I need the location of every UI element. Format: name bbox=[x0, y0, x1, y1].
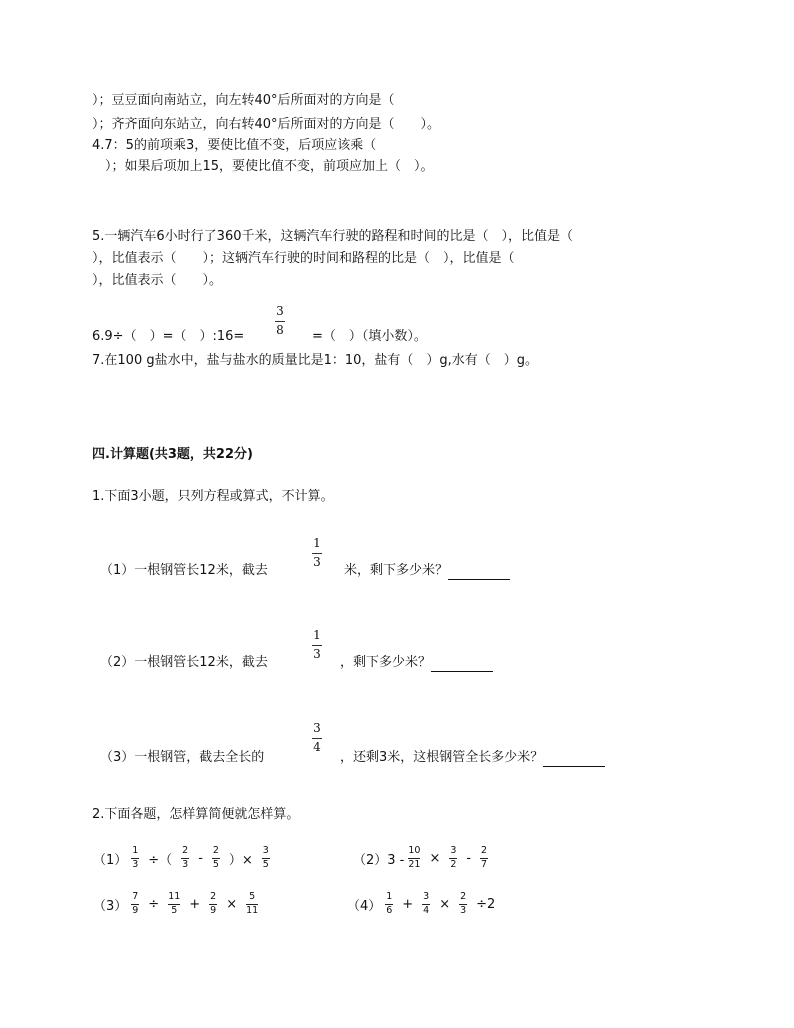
q6-right: =（ ）（填小数）。 bbox=[312, 329, 427, 344]
fraction-denominator: 5 bbox=[171, 905, 178, 916]
q2-item-4 bbox=[346, 892, 501, 916]
fraction bbox=[131, 892, 139, 916]
q5-line-3: ），比值表示（ ）。 bbox=[92, 273, 223, 288]
operator: ÷（ bbox=[148, 852, 173, 868]
q1-item-2-fraction bbox=[312, 629, 322, 661]
q2-intro: 2.下面各题，怎样算简便就怎样算。 bbox=[92, 807, 300, 822]
fraction bbox=[212, 846, 220, 870]
q3-direction-line-1: ）；豆豆面向南站立，向左转40°后所面对的方向是（ bbox=[92, 93, 395, 108]
fraction-numerator: 7 bbox=[132, 891, 139, 902]
fraction-numerator: 3 bbox=[423, 891, 430, 902]
q1-item-1-tail bbox=[344, 562, 510, 580]
fraction-numerator: 3 bbox=[276, 304, 284, 318]
q2-item-1-label: （1） bbox=[93, 852, 128, 868]
operator: + bbox=[189, 896, 201, 912]
fraction bbox=[168, 892, 180, 916]
fraction-numerator: 2 bbox=[481, 845, 488, 856]
q2-item-3-label: （3） bbox=[93, 898, 128, 914]
q4-line-1: 4.7：5的前项乘3，要使比值不变，后项应该乘（ bbox=[92, 138, 377, 153]
q1-item-3-label: （3）一根钢管，截去全长的 bbox=[100, 750, 265, 765]
fraction bbox=[385, 892, 393, 916]
fraction-numerator: 5 bbox=[249, 891, 256, 902]
operator: × bbox=[439, 896, 451, 912]
fraction-numerator: 2 bbox=[182, 845, 189, 856]
q2-item-2 bbox=[352, 846, 491, 870]
fraction-numerator: 1 bbox=[386, 891, 393, 902]
section4-heading: 四.计算题(共3题，共22分) bbox=[92, 447, 253, 462]
fraction-denominator: 3 bbox=[132, 859, 139, 870]
fraction-denominator: 4 bbox=[313, 740, 321, 754]
fraction-numerator: 2 bbox=[460, 891, 467, 902]
fraction bbox=[246, 892, 258, 916]
answer-blank[interactable] bbox=[431, 658, 493, 672]
q1-item-3-tail bbox=[340, 749, 605, 767]
q1-item-1-tail-text: 米，剩下多少米？ bbox=[344, 563, 449, 578]
q1-item-1-fraction bbox=[312, 537, 322, 569]
fraction bbox=[408, 846, 420, 870]
fraction-numerator: 10 bbox=[408, 845, 421, 856]
fraction-bar bbox=[275, 321, 285, 322]
fraction-denominator: 9 bbox=[210, 905, 217, 916]
fraction-denominator: 2 bbox=[450, 859, 457, 870]
q2-item-3 bbox=[92, 892, 261, 916]
fraction-numerator: 3 bbox=[313, 721, 321, 735]
fraction-denominator: 6 bbox=[386, 905, 393, 916]
fraction-numerator: 2 bbox=[212, 845, 219, 856]
operator: ÷ bbox=[148, 896, 160, 912]
fraction-numerator: 1 bbox=[132, 845, 139, 856]
fraction bbox=[209, 892, 217, 916]
q7-line: 7.在100 g盐水中，盐与盐水的质量比是1：10，盐有（ ）g,水有（ ）g。 bbox=[92, 353, 539, 368]
q1-intro: 1.下面3小题，只列方程或算式，不计算。 bbox=[92, 489, 334, 504]
operator: ）× bbox=[228, 852, 253, 868]
fraction-bar bbox=[312, 645, 322, 646]
fraction-bar bbox=[312, 553, 322, 554]
fraction-denominator: 9 bbox=[132, 905, 139, 916]
fraction-denominator: 7 bbox=[481, 859, 488, 870]
fraction-numerator: 11 bbox=[168, 891, 181, 902]
q3-direction-line-2: ）；齐齐面向东站立，向右转40°后所面对的方向是（ ）。 bbox=[92, 117, 441, 132]
fraction bbox=[181, 846, 189, 870]
operator: ÷2 bbox=[476, 896, 496, 912]
q5-line-2: ），比值表示（ ）；这辆汽车行驶的时间和路程的比是（ ），比值是（ bbox=[92, 251, 515, 266]
answer-blank[interactable] bbox=[543, 753, 605, 767]
fraction-numerator: 3 bbox=[450, 845, 457, 856]
q1-item-2-label: （2）一根钢管长12米，截去 bbox=[100, 655, 268, 670]
q1-item-1-label: （1）一根钢管长12米，截去 bbox=[100, 563, 268, 578]
fraction bbox=[422, 892, 430, 916]
q1-item-2-tail bbox=[340, 654, 493, 672]
fraction bbox=[480, 846, 488, 870]
fraction-numerator: 1 bbox=[313, 536, 321, 550]
fraction-denominator: 5 bbox=[212, 859, 219, 870]
q1-item-3-fraction bbox=[312, 722, 322, 754]
q4-line-2: ）；如果后项加上15，要使比值不变，前项应加上（ ）。 bbox=[92, 159, 434, 174]
operator: × bbox=[226, 896, 238, 912]
q2-item-1 bbox=[92, 846, 273, 870]
answer-blank[interactable] bbox=[448, 566, 510, 580]
q2-item-4-label: （4） bbox=[347, 898, 382, 914]
fraction-denominator: 3 bbox=[460, 905, 467, 916]
operator: × bbox=[429, 850, 441, 866]
fraction-bar bbox=[312, 738, 322, 739]
fraction-denominator: 3 bbox=[182, 859, 189, 870]
operator: - bbox=[198, 850, 203, 866]
operator: + bbox=[402, 896, 414, 912]
q2-item-2-label: （2）3 - bbox=[353, 852, 405, 868]
q5-line-1: 5.一辆汽车6小时行了360千米，这辆汽车行驶的路程和时间的比是（ ），比值是（ bbox=[92, 229, 573, 244]
q6-left: 6.9÷（ ）=（ ）:16= bbox=[92, 329, 245, 344]
operator: - bbox=[466, 850, 472, 866]
fraction-denominator: 3 bbox=[313, 647, 321, 661]
fraction bbox=[131, 846, 139, 870]
fraction bbox=[459, 892, 467, 916]
fraction-numerator: 3 bbox=[262, 845, 269, 856]
q1-item-3-tail-text: ，还剩3米，这根钢管全长多少米？ bbox=[340, 750, 544, 765]
fraction-numerator: 1 bbox=[313, 628, 321, 642]
fraction-denominator: 4 bbox=[423, 905, 430, 916]
q6-fraction bbox=[275, 305, 285, 337]
fraction-denominator: 3 bbox=[313, 555, 321, 569]
fraction-numerator: 2 bbox=[210, 891, 217, 902]
fraction-denominator: 21 bbox=[408, 859, 421, 870]
fraction-denominator: 8 bbox=[276, 323, 284, 337]
fraction bbox=[262, 846, 270, 870]
fraction bbox=[449, 846, 457, 870]
fraction-denominator: 5 bbox=[262, 859, 269, 870]
q1-item-2-tail-text: ，剩下多少米？ bbox=[340, 655, 432, 670]
fraction-denominator: 11 bbox=[246, 905, 259, 916]
